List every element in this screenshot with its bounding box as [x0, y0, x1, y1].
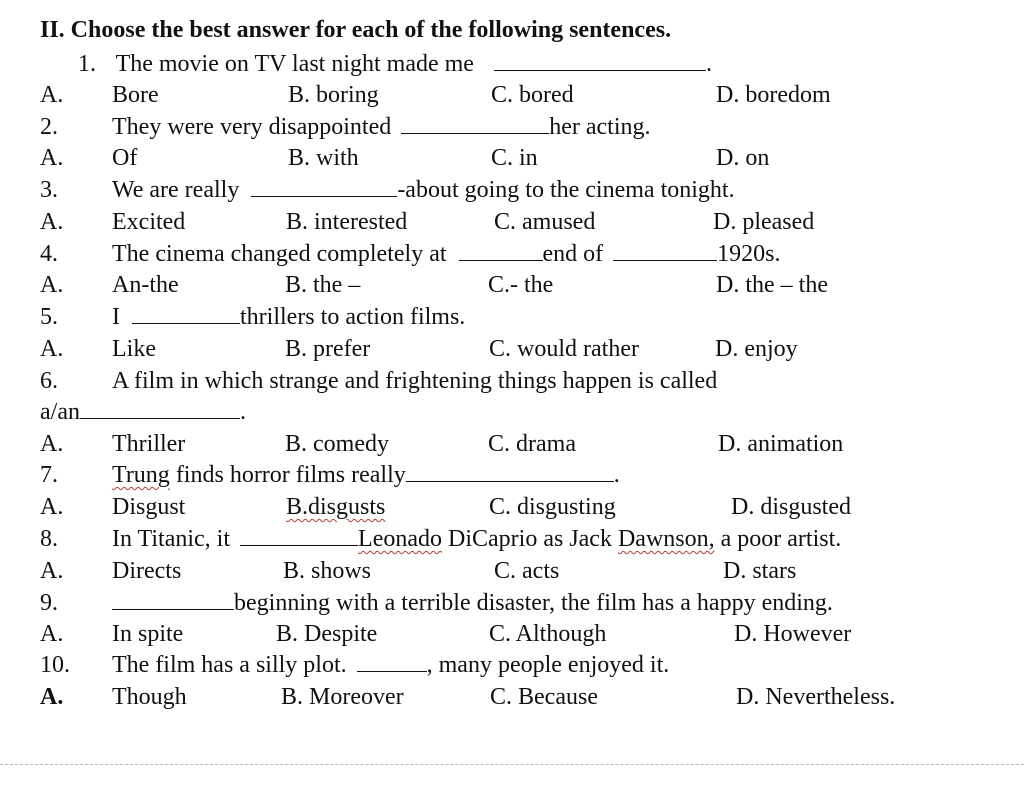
option-a[interactable]: Bore [112, 82, 159, 108]
option-c[interactable]: C.- the [488, 272, 554, 298]
question-number: 7. [40, 462, 58, 488]
question-text-end: 1920s. [717, 241, 781, 267]
question-7-stem [112, 461, 620, 489]
question-text: The film has a silly plot. [112, 652, 347, 678]
option-letter: A. [40, 684, 64, 710]
question-text-cont: a/an [40, 399, 80, 425]
option-d[interactable]: D. disgusted [731, 494, 851, 520]
question-text: The cinema changed completely at [112, 241, 447, 267]
answer-blank[interactable] [112, 589, 234, 610]
option-b[interactable]: B. interested [286, 209, 408, 235]
question-text: I [112, 304, 120, 330]
spellcheck-word-2: Dawnson, [617, 526, 715, 552]
question-number: 1. [78, 51, 96, 77]
question-number: 4. [40, 241, 58, 267]
option-letter: A. [40, 336, 64, 362]
option-b[interactable]: B. shows [283, 558, 372, 584]
option-a[interactable]: Directs [112, 558, 182, 584]
question-9-stem [112, 589, 833, 617]
question-1-stem [78, 50, 712, 78]
option-c[interactable]: C. disgusting [489, 494, 616, 520]
answer-blank[interactable] [80, 398, 240, 419]
answer-blank[interactable] [494, 50, 706, 71]
answer-blank[interactable] [357, 651, 427, 672]
question-number: 3. [40, 177, 58, 203]
answer-blank[interactable] [406, 461, 614, 482]
option-letter: A. [40, 621, 64, 647]
option-d[interactable]: D. enjoy [715, 336, 798, 362]
option-d[interactable]: D. boredom [716, 82, 831, 108]
answer-blank[interactable] [240, 525, 358, 546]
option-c[interactable]: C. bored [491, 82, 574, 108]
option-d[interactable]: D. animation [718, 431, 844, 457]
option-d[interactable]: D. pleased [713, 209, 815, 235]
option-b[interactable]: B. boring [288, 82, 379, 108]
option-d[interactable]: D. Nevertheless. [736, 684, 896, 710]
option-b[interactable]: B. comedy [285, 431, 389, 457]
option-a[interactable]: Disgust [112, 494, 186, 520]
option-c[interactable]: C. Although [489, 621, 607, 647]
option-a[interactable]: Thriller [112, 431, 186, 457]
option-letter: A. [40, 145, 64, 171]
answer-blank[interactable] [459, 240, 543, 261]
answer-blank[interactable] [132, 303, 240, 324]
question-3-stem [112, 176, 735, 204]
option-b[interactable]: B. Despite [276, 621, 378, 647]
option-b[interactable]: B. prefer [285, 336, 371, 362]
question-number: 9. [40, 590, 58, 616]
question-text-end: thrillers to action films. [240, 304, 466, 330]
question-text-end: -about going to the cinema tonight. [397, 177, 735, 203]
answer-blank[interactable] [251, 176, 397, 197]
question-number: 10. [40, 652, 70, 678]
option-b[interactable]: B. with [288, 145, 359, 171]
question-number: 5. [40, 304, 58, 330]
page-divider [0, 764, 1024, 765]
option-letter: A. [40, 272, 64, 298]
option-letter: A. [40, 209, 64, 235]
question-number: 6. [40, 368, 58, 394]
option-a[interactable]: In spite [112, 621, 184, 647]
spellcheck-word: Trung [112, 462, 170, 488]
option-letter: A. [40, 558, 64, 584]
option-a[interactable]: Though [112, 684, 187, 710]
question-text: finds horror films really [169, 462, 406, 488]
question-text-end: beginning with a terrible disaster, the film has a happy ending. [234, 590, 833, 616]
option-d[interactable]: D. on [716, 145, 770, 171]
option-letter: A. [40, 431, 64, 457]
spellcheck-word: Leonado [358, 526, 442, 552]
option-d[interactable]: D. However [734, 621, 852, 647]
question-text-end: her acting. [549, 114, 651, 140]
question-text: The movie on TV last night made me [115, 51, 474, 77]
option-c[interactable]: C. Because [490, 684, 598, 710]
question-text-end: . [613, 462, 620, 488]
option-a[interactable]: Like [112, 336, 156, 362]
option-d[interactable]: D. the – the [716, 272, 828, 298]
question-text-end: . [705, 51, 712, 77]
option-b[interactable]: B.disgusts [286, 494, 386, 520]
answer-blank-2[interactable] [613, 240, 717, 261]
question-10-stem [112, 651, 669, 679]
question-4-stem [112, 240, 781, 268]
question-text: In Titanic, it [112, 526, 231, 552]
option-c[interactable]: C. amused [494, 209, 596, 235]
question-text-end: , many people enjoyed it. [426, 652, 670, 678]
question-number: 8. [40, 526, 58, 552]
answer-blank[interactable] [401, 113, 549, 134]
question-6-stem-cont [40, 398, 246, 426]
option-c[interactable]: C. acts [494, 558, 560, 584]
question-2-stem [112, 113, 651, 141]
question-text: We are really [112, 177, 240, 203]
option-d[interactable]: D. stars [723, 558, 797, 584]
question-text: They were very disappointed [112, 114, 392, 140]
question-text-mid: DiCaprio as Jack [442, 526, 618, 552]
question-text: A film in which strange and frightening things happen is called [112, 368, 718, 394]
option-a[interactable]: An-the [112, 272, 179, 298]
option-letter: A. [40, 494, 64, 520]
option-a[interactable]: Of [112, 145, 138, 171]
question-text-end: a poor artist. [714, 526, 842, 552]
option-b[interactable]: B. Moreover [281, 684, 404, 710]
question-5-stem [112, 303, 465, 331]
question-text-mid: end of [542, 241, 604, 267]
question-text-end: . [239, 399, 246, 425]
question-8-stem [112, 525, 841, 553]
option-a[interactable]: Excited [112, 209, 186, 235]
question-number: 2. [40, 114, 58, 140]
option-letter: A. [40, 82, 64, 108]
option-c[interactable]: C. in [491, 145, 538, 171]
section-heading: II. Choose the best answer for each of the following sentences. [40, 17, 672, 43]
option-c[interactable]: C. drama [488, 431, 576, 457]
option-c[interactable]: C. would rather [489, 336, 639, 362]
option-b[interactable]: B. the – [285, 272, 361, 298]
